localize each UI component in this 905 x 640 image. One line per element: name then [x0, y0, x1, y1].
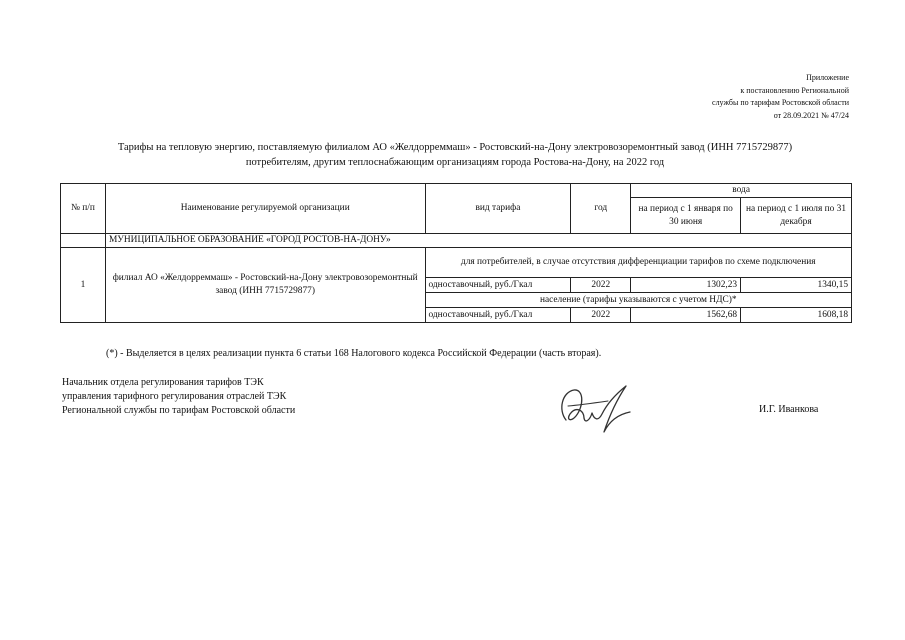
tariff-type: одноставочный, руб./Гкал: [425, 308, 571, 323]
header-year: год: [571, 184, 631, 234]
title-line-2: потребителям, другим теплоснабжающим организациям города Ростова-на-Дону, на 2022 год: [245, 157, 665, 168]
appendix-line: к постановлению Региональной: [740, 85, 849, 95]
section-population: население (тарифы указываются с учетом НДС)*: [425, 293, 852, 308]
tariff-value-period-1: 1302,23: [631, 278, 741, 293]
appendix-line: от 28.09.2021 № 47/24: [773, 110, 849, 120]
empty-cell: [61, 234, 106, 248]
signature-image: [554, 380, 638, 440]
row-org: филиал АО «Желдорреммаш» - Ростовский-на-Дону электровозоремонтный завод (ИНН 7715729877): [105, 248, 425, 323]
official-position: [62, 376, 295, 418]
tariff-type: одноставочный, руб./Гкал: [425, 278, 571, 293]
tariff-value-period-2: 1608,18: [741, 308, 852, 323]
signatory-name: И.Г. Иванкова: [759, 404, 819, 415]
header-tariff-type: вид тарифа: [425, 184, 571, 234]
header-org: Наименование регулируемой организации: [105, 184, 425, 234]
tariff-value-period-2: 1340,15: [741, 278, 852, 293]
municipality-row: МУНИЦИПАЛЬНОЕ ОБРАЗОВАНИЕ «ГОРОД РОСТОВ-НА-ДОНУ»: [105, 234, 851, 248]
tariff-year: 2022: [571, 278, 631, 293]
row-num: 1: [61, 248, 106, 323]
document-title: [60, 140, 850, 170]
header-period-1: на период с 1 января по 30 июня: [631, 198, 741, 234]
appendix-note: [589, 72, 849, 122]
official-line: Региональной службы по тарифам Ростовской области: [62, 405, 296, 416]
tariff-table: [60, 183, 852, 323]
official-line: Начальник отдела регулирования тарифов ТЭК: [62, 377, 264, 388]
header-group: вода: [631, 184, 852, 198]
title-line-1: Тарифы на тепловую энергию, поставляемую филиалом АО «Желдорреммаш» - Ростовский-на-Дону электровозоремонтный завод (ИНН 7715729877): [117, 142, 793, 153]
header-num: № п/п: [61, 184, 106, 234]
appendix-line: службы по тарифам Ростовской области: [712, 98, 849, 107]
footnote: (*) - Выделяется в целях реализации пункта 6 статьи 168 Налогового кодекса Российской Федерации (часть вторая).: [106, 348, 602, 359]
tariff-value-period-1: 1562,68: [631, 308, 741, 323]
section-consumers: для потребителей, в случае отсутствия дифференциации тарифов по схеме подключения: [425, 248, 852, 278]
official-line: управления тарифного регулирования отраслей ТЭК: [62, 391, 287, 402]
appendix-line: Приложение: [806, 73, 849, 82]
header-period-2: на период с 1 июля по 31 декабря: [741, 198, 852, 234]
tariff-year: 2022: [571, 308, 631, 323]
